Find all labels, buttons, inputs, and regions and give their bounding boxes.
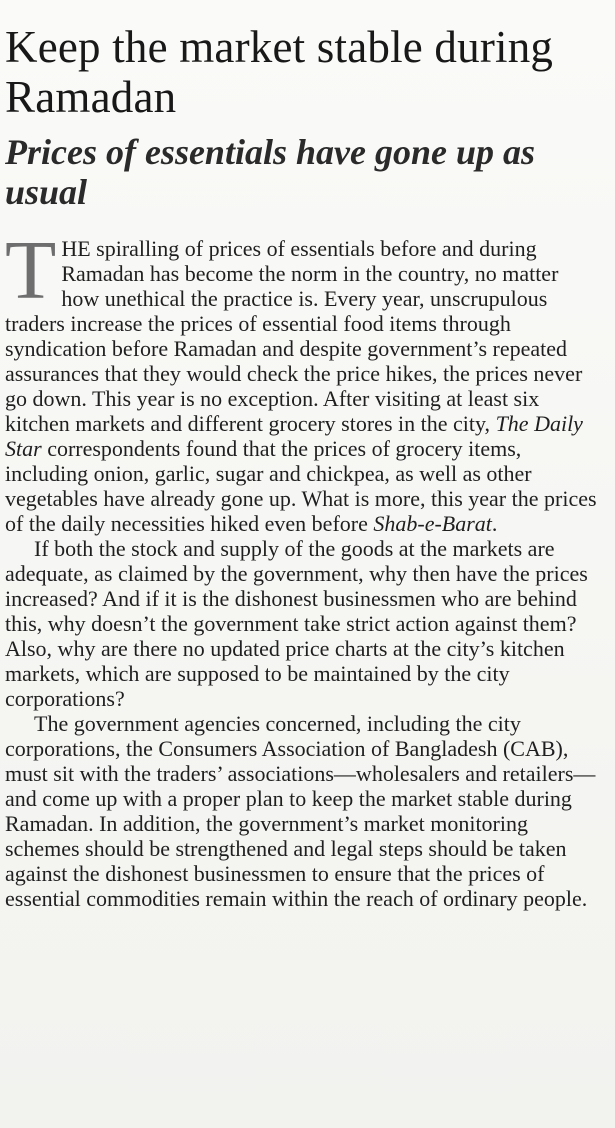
paragraph-1-text-part-2: correspondents found that the prices of grocery items, including onion, garlic, sugar and chickpea, as well as other vegetables have already gone up. What is more, this year the prices of the daily necessities hiked even before (5, 436, 597, 536)
article-paragraph-3: The government agencies concerned, including the city corporations, the Consumers Association of Bangladesh (CAB), must sit with the traders’ associations—wholesalers and retailers—and come up with a proper plan to keep the market stable during Ramadan. In addition, the government’s market monitoring schemes should be strengthened and legal steps should be taken against the dishonest businessmen to ensure that the prices of essential commodities remain within the reach of ordinary people. (5, 711, 596, 911)
occasion-name: Shab-e-Barat (373, 511, 492, 536)
paragraph-1-text-part-3: . (491, 511, 498, 536)
article-paragraph-1 (5, 224, 601, 536)
article-headline: Keep the market stable during Ramadan (5, 22, 554, 122)
publication-name: The Daily Star (5, 411, 583, 461)
article-body (5, 224, 601, 911)
article-paragraph-2: If both the stock and supply of the goods at the markets are adequate, as claimed by the government, why then have the prices increased? And if it is the dishonest businessmen who are behind this, why doesn’t the government take strict action against them? Also, why are there no updated price charts at the city’s kitchen markets, which are supposed to be maintained by the city corporations? (5, 536, 588, 711)
article-subheadline: Prices of essentials have gone up as usual (5, 132, 535, 212)
paragraph-1-text-part-1: HE spiralling of prices of essentials before and during Ramadan has become the norm in the country, no matter how unethical the practice is. Every year, unscrupulous traders increase the prices of essential food items through syndication before Ramadan and despite government’s repeated assurances that they would check the price hikes, the prices never go down. This year is no exception. After visiting at least six kitchen markets and different grocery stores in the city, (5, 236, 583, 436)
drop-cap: T (5, 224, 57, 317)
